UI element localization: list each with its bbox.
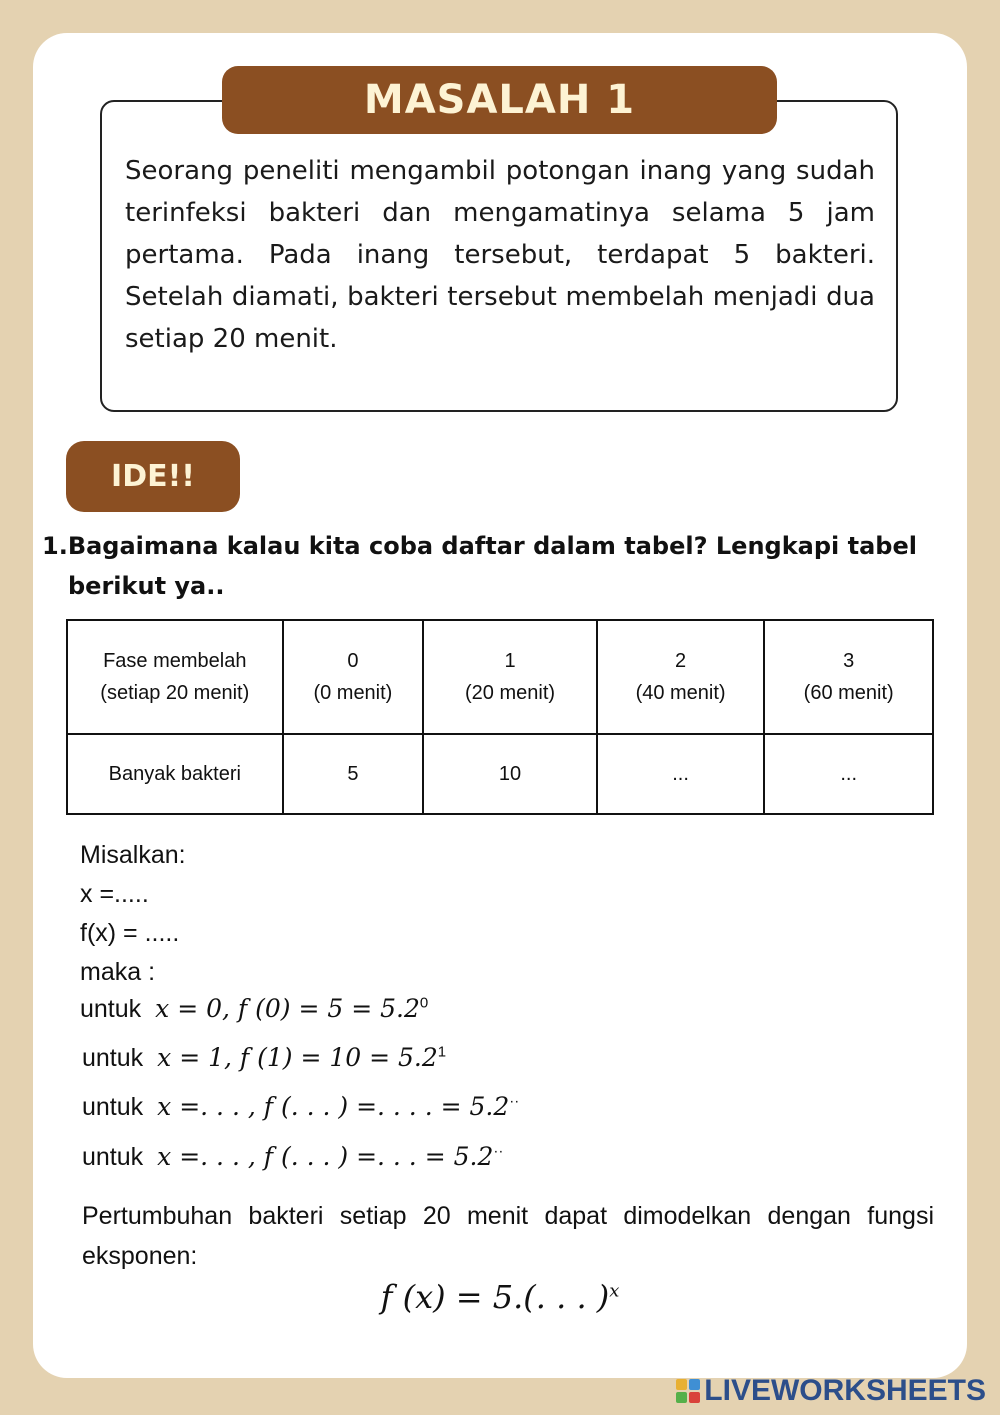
untuk-exponent[interactable]: ·· xyxy=(509,1092,520,1110)
fx-definition[interactable]: f(x) = ..... xyxy=(80,919,180,947)
misalkan-label: Misalkan: xyxy=(80,841,186,869)
table-cell-blank[interactable]: ... xyxy=(764,734,933,814)
table-header-phase: 2 (40 menit) xyxy=(597,620,765,734)
untuk-label: untuk xyxy=(82,1044,144,1072)
table-header-label: Fase membelah (setiap 20 menit) xyxy=(67,620,283,734)
table-header-row xyxy=(67,620,933,734)
x-definition[interactable]: x =..... xyxy=(80,880,149,908)
table-row-label: Banyak bakteri xyxy=(67,734,283,814)
table-cell-blank[interactable]: ... xyxy=(597,734,765,814)
question-1 xyxy=(42,526,942,606)
untuk-exponent: 1 xyxy=(437,1043,447,1061)
untuk-expression: x = 1, f (1) = 10 = 5.2 xyxy=(157,1043,438,1072)
untuk-label: untuk xyxy=(82,1093,144,1121)
untuk-expression[interactable]: x =. . . , f (. . . ) =. . . = 5.2 xyxy=(157,1142,494,1171)
untuk-row-0 xyxy=(80,994,428,1024)
liveworksheets-logo-icon xyxy=(676,1379,700,1403)
untuk-exponent: 0 xyxy=(419,994,429,1012)
work-section xyxy=(80,836,186,992)
untuk-label: untuk xyxy=(80,995,142,1023)
untuk-row-1 xyxy=(82,1043,446,1073)
idea-label: IDE!! xyxy=(66,441,240,512)
conclusion-text: Pertumbuhan bakteri setiap 20 menit dapat dimodelkan dengan fungsi eksponen: xyxy=(82,1202,934,1270)
question-line-1: 1.Bagaimana kalau kita coba daftar dalam tabel? Lengkapi tabel xyxy=(42,532,917,560)
untuk-expression[interactable]: x =. . . , f (. . . ) =. . . . = 5.2 xyxy=(157,1092,510,1121)
formula-body[interactable]: f (x) = 5.(. . . ) xyxy=(380,1278,610,1316)
untuk-row-2[interactable] xyxy=(82,1092,519,1122)
table-cell-value: 5 xyxy=(283,734,424,814)
problem-title: MASALAH 1 xyxy=(222,66,777,134)
bacteria-table xyxy=(66,619,934,815)
untuk-exponent[interactable]: ·· xyxy=(493,1142,504,1160)
table-row-bacteria xyxy=(67,734,933,814)
question-line-2: berikut ya.. xyxy=(68,572,225,600)
liveworksheets-brand xyxy=(676,1374,986,1408)
formula-exponent: x xyxy=(609,1280,620,1302)
table-header-phase: 0 (0 menit) xyxy=(283,620,424,734)
untuk-expression: x = 0, f (0) = 5 = 5.2 xyxy=(155,994,420,1023)
exponential-formula[interactable] xyxy=(0,1278,1000,1316)
table-header-phase: 3 (60 menit) xyxy=(764,620,933,734)
untuk-label: untuk xyxy=(82,1143,144,1171)
untuk-row-3[interactable] xyxy=(82,1142,503,1172)
problem-text: Seorang peneliti mengambil potongan inang yang sudah terinfeksi bakteri dan mengamatinya selama 5 jam pertama. Pada inang tersebut, terdapat 5 bakteri. Setelah diamati, bakteri tersebut membelah menjadi dua setiap 20 menit. xyxy=(125,156,875,354)
table-cell-value: 10 xyxy=(423,734,597,814)
maka-label: maka : xyxy=(80,958,156,986)
brand-text: LIVEWORKSHEETS xyxy=(704,1374,986,1407)
table-header-phase: 1 (20 menit) xyxy=(423,620,597,734)
